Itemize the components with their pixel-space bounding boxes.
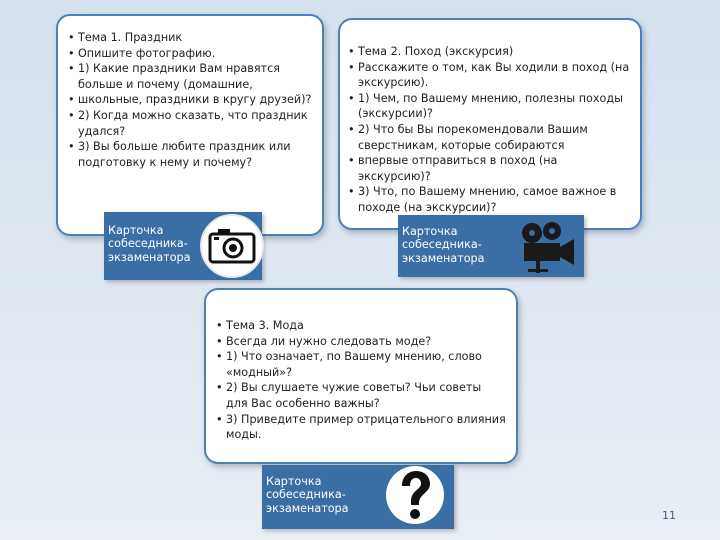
card-2-item: • 1) Чем, по Вашему мнению, полезны походы (экскурсии)? (348, 91, 632, 122)
question-mark-icon (386, 466, 444, 524)
card-2-item: • Тема 2. Поход (экскурсия) (348, 44, 632, 60)
examiner-card-label-1 (104, 212, 262, 280)
card-3-item: • 2) Вы слушаете чужие советы? Чьи советы для Вас особенно важны? (216, 380, 506, 411)
card-3-item: • 3) Приведите пример отрицательного влияния моды. (216, 412, 506, 443)
card-3-item: • Тема 3. Мода (216, 318, 506, 334)
topic-card-3 (204, 288, 518, 464)
examiner-card-text-2: Карточка собеседника- экзаменатора (402, 225, 485, 265)
card-2-item: • впервые отправиться в поход (на экскурсию)? (348, 153, 632, 184)
card-1-item: • Опишите фотографию. (68, 46, 312, 62)
card-1-item: • школьные, праздники в кругу друзей)? (68, 92, 312, 108)
card-3-item: • Всегда ли нужно следовать моде? (216, 334, 506, 350)
card-2-item: • 2) Что бы Вы порекомендовали Вашим сверстникам, которые собираются (348, 122, 632, 153)
card-1-item: • 1) Какие праздники Вам нравятся больше и почему (домашние, (68, 61, 312, 92)
card-1-item: • 3) Вы больше любите праздник или подготовку к нему и почему? (68, 139, 312, 170)
topic-card-2 (338, 18, 642, 230)
examiner-card-label-3 (262, 465, 454, 529)
card-1-item: • Тема 1. Праздник (68, 30, 312, 46)
examiner-card-text-3: Карточка собеседника- экзаменатора (266, 475, 349, 515)
examiner-card-label-2 (398, 215, 584, 277)
camera-icon (200, 214, 264, 278)
film-camera-icon (516, 219, 580, 275)
card-1-item: • 2) Когда можно сказать, что праздник удался? (68, 108, 312, 139)
topic-card-1 (56, 14, 324, 236)
card-3-item: • 1) Что означает, по Вашему мнению, слово «модный»? (216, 349, 506, 380)
card-2-item: • Расскажите о том, как Вы ходили в поход (на экскурсию). (348, 60, 632, 91)
examiner-card-text-1: Карточка собеседника- экзаменатора (108, 224, 191, 264)
card-2-item: • 3) Что, по Вашему мнению, самое важное в походе (на экскурсии)? (348, 184, 632, 215)
page-number: 11 (662, 509, 676, 522)
